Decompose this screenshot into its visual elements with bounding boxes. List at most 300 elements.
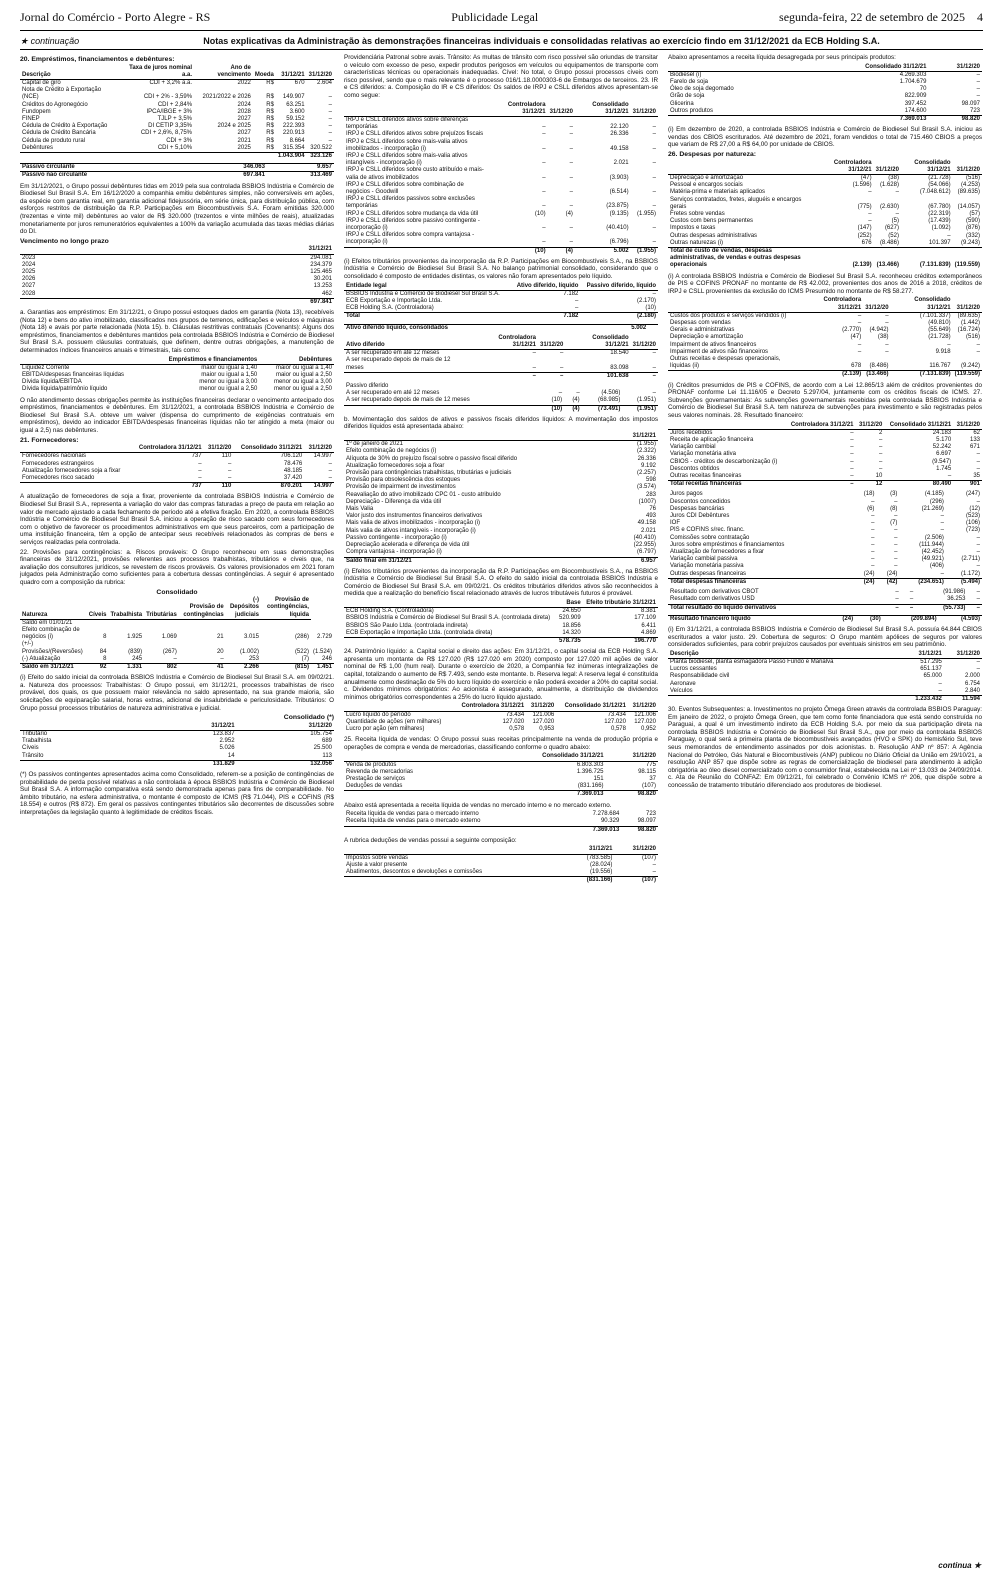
table-row	[668, 356, 982, 371]
table-cell	[541, 383, 564, 390]
table-row	[20, 172, 334, 180]
table-cell: 4.269.303	[899, 71, 927, 78]
paragraph-deductions: A rubrica deduções de vendas possui a seguinte composição:	[344, 836, 517, 844]
table-cell: 8	[103, 655, 107, 662]
table-cell: –	[976, 465, 980, 472]
column-header: 31/12/20	[928, 64, 982, 72]
table-cell: –	[871, 498, 875, 505]
table-cell: 121.006	[532, 711, 555, 718]
table-cell: 2027	[237, 116, 251, 123]
column-header: (-) Depósitos judiciais	[226, 597, 261, 619]
table-cell: R$	[266, 130, 274, 137]
table-cell: (6)	[867, 505, 875, 512]
table-row	[20, 283, 334, 290]
table-cell: –	[868, 218, 872, 225]
table-cell: 20	[216, 648, 224, 655]
table-cell: –	[652, 290, 656, 297]
table-cell: Capital de giro	[22, 80, 61, 86]
table-cell: (4)	[572, 397, 580, 404]
paragraph-possible-losses: (*) Os passivos contingentes apresentados acima como Consolidado, referem-se a posição de contingências de probabilidade de perda possível relativas a não controlada à época BSBIOS Indústria e Comércio de Biodiesel Sul Brasil S.A. A informação comparativa está sendo demonstrada apenas para fins de comparabilidade. No âmbito tributário, na esfera administrativa, o montante é composto de ICMS (R$ 71.044), PIS e COFINS (R$ 18.554) e outros (R$ 872). Em geral os passivos contingentes tributários são decorrentes de discussões sobre interpretações da legislação quanto à legitimidade de créditos fiscais.	[20, 770, 334, 816]
table-cell: Receita de aplicação financeira	[670, 437, 754, 444]
paragraph-guarantees: a. Garantias aos empréstimos: Em 31/12/21, o Grupo possui estoques dados em garantia (Nota 13), recebíveis (Nota 12) e bens do ativo imobilizado, classificados nos grupos de terrenos, edificações e veículos e máquinas (Nota 18) e avais por parte relacionada (Nota 15). b. Cláusulas restritivas contratuais (Covenants): Alguns dos empréstimos, financiamentos e debêntures mantidos pela controlada BSBIOS Indústria e Comércio de Biodiesel Sul Brasil S.A. possuem cláusulas contratuais, que definem, dentre outras obrigações, a manutenção de determinados índices financeiros anuais e trimestrais, tais como:	[20, 309, 334, 354]
table-row	[20, 364, 334, 372]
table-cell: 18.856	[562, 622, 581, 629]
paragraph-revenue-markets: Abaixo está apresentada a receita líquida de vendas no mercado interno e no mercado externo.	[344, 801, 612, 809]
table-cell: Liquidez Corrente	[22, 364, 70, 371]
table-cell	[194, 153, 253, 161]
table-cell: –	[947, 473, 952, 480]
table-row	[668, 527, 982, 534]
table-row	[20, 453, 334, 461]
table-row	[344, 372, 658, 380]
table-cell: 8	[103, 634, 107, 641]
table-cell: R$	[266, 116, 274, 123]
table-cell: (24)	[863, 570, 875, 577]
column-header	[20, 445, 131, 453]
table-row	[20, 109, 334, 116]
table-cell: –	[871, 527, 875, 534]
table-cell: –	[328, 116, 332, 123]
table-cell: Farelo de soja	[670, 79, 709, 85]
table-cell: FINEP	[22, 116, 40, 123]
table-cell: 870.201	[233, 483, 304, 491]
column-header: Ativo diferido	[344, 335, 471, 350]
table-cell: A ser recuperado em até 12 meses	[346, 350, 440, 357]
data-table	[668, 491, 982, 586]
table-cell: (1.596)	[852, 182, 872, 189]
table-cell: –	[894, 556, 898, 563]
table-cell: 313.469	[267, 172, 334, 180]
table-cell: 6.803.303	[576, 761, 604, 768]
table-row	[344, 846, 658, 854]
table-cell: (55.733)	[915, 604, 967, 612]
column-header	[20, 723, 139, 731]
table-cell: Aeronave	[670, 680, 696, 687]
column-header: Ano de vencimento	[194, 65, 253, 80]
column-header: 31/12/20	[526, 703, 556, 711]
table-cell: –	[575, 305, 579, 312]
table-row	[20, 254, 334, 262]
table-cell: 697.841	[200, 172, 267, 180]
table-cell: Mais valia de ativos imobilizados - incorporação (i)	[346, 520, 481, 527]
table-financial-expenses	[668, 491, 982, 586]
table-cell: (9.242)	[960, 363, 980, 370]
table-cell: –	[878, 451, 883, 458]
table-row	[20, 445, 334, 453]
table-cell: –	[895, 596, 899, 603]
table-cell: Veículos	[670, 687, 693, 694]
table-cell: (16.724)	[957, 327, 980, 334]
paragraph-suppliers: A atualização de fornecedores de soja a fixar, proveniente da controlada BSBIOS Indústria e Comércio de Biodiesel Sul Brasil S.A., representa a variação do valor das compras faturadas a preço de pauta em relação ao valor de mercado ajustado a cada fechamento de período até a efetiva fixação. Em 2020, a controlada BSBIOS Indústria e Comércio de Biodiesel Sul Brasil S.A. iniciou a operação de risco sacado com seus fornecedores com o objetivo de favorecer os procedimentos administrativos em que seus parceiros, com a participação de uma instituição financeira, têm a opção de antecipar seus recebíveis relacionados às compras de bens e serviços realizadas pela controlada.	[20, 493, 334, 546]
table-cell: (783.585)	[586, 854, 613, 861]
table-cell: (1.172)	[960, 570, 980, 577]
column-header: 31/12/21	[276, 65, 307, 80]
table-row	[344, 753, 658, 761]
table-cell: 133	[969, 437, 980, 444]
table-row	[344, 167, 658, 181]
table-cell: IRPJ e CSLL diferidos sobre compra vantajosa - incorporação (i)	[346, 232, 475, 246]
table-cell: –	[652, 350, 656, 357]
table-cell: –	[850, 444, 854, 451]
table-row	[20, 468, 334, 475]
paragraph-insurance: (i) Em 31/12/21, a controlada BSBIOS Indústria e Comércio de Biodiesel Sul Brasil S.A. possuía 64.844 CBIOS escriturados a valor justo. 29. Cobertura de seguros: O Grupo mantém apólices de seguros por valores considerados suficientes, para cobrir prejuízos causados por eventuais sinistros em seu patrimônio.	[668, 625, 982, 649]
table-cell: 62	[973, 429, 980, 436]
notes-banner	[20, 33, 983, 50]
table-cell: –	[542, 225, 546, 232]
table-cell	[261, 619, 311, 627]
table-cell: 123.837	[212, 730, 235, 737]
table-cell: Serviços contratados, fretes, aluguéis e encargos gerais	[670, 196, 802, 210]
table-cell: 63.251	[286, 101, 305, 108]
table-cell: Cédula de Crédito Bancária	[22, 130, 96, 137]
table-cell: 2028	[237, 108, 251, 115]
table-cell: (516)	[965, 334, 980, 341]
table-row	[668, 225, 982, 232]
paragraph-movement: b. Movimentação dos saldos de ativos e passivos fiscais diferidos líquidos: A movimentação dos impostos diferidos líquidos está apresentada abaixo:	[344, 415, 658, 431]
table-row	[344, 448, 658, 455]
table-cell: (18)	[863, 491, 875, 498]
column-header: 31/12/20	[944, 651, 982, 659]
table-cell: –	[173, 655, 177, 662]
table-row	[344, 608, 658, 616]
column-header: Debêntures	[259, 357, 334, 365]
table-cell: –	[652, 203, 656, 210]
table-cell: (252)	[857, 232, 872, 239]
table-cell: –	[871, 563, 875, 570]
table-cell: –	[885, 348, 889, 355]
table-cell: –	[328, 137, 332, 144]
table-row	[668, 615, 982, 623]
table-cell: (91.986)	[943, 589, 966, 596]
table-cell: 2028	[22, 290, 36, 297]
table-cell: –	[885, 341, 889, 348]
table-cell: –	[850, 451, 854, 458]
table-cell: –	[976, 93, 980, 100]
column-header: Descrição	[668, 651, 901, 659]
table-cell: ECB Exportação e Importação Ltda. (controlada direta)	[346, 629, 493, 636]
column-header	[20, 357, 148, 365]
column-header: 31/12/20	[874, 160, 901, 175]
table-cell: (3)	[890, 491, 898, 498]
column-header: 31/12/20	[538, 335, 565, 350]
table-cell: IRPJ e CSLL diferidos sobre passivo contingente - incorporação (i)	[346, 217, 480, 232]
table-row	[20, 461, 334, 468]
table-row	[668, 211, 982, 218]
table-cell: (119.559)	[953, 371, 982, 379]
publication-date: segunda-feira, 22 de setembro de 2025	[779, 9, 965, 24]
table-cell: 671	[969, 444, 980, 451]
table-row	[668, 429, 982, 437]
table-cell: 90.329	[600, 818, 620, 825]
table-cell: Lucro líquido do período	[346, 711, 411, 718]
table-cell: (49.921)	[921, 556, 944, 563]
table-cell: A ser recuperado depois de mais de 12 meses	[346, 397, 470, 404]
table-cell: R$	[266, 101, 274, 108]
table-row	[344, 247, 658, 255]
table-row	[668, 673, 982, 680]
data-table	[20, 445, 334, 490]
table-cell: (8.486)	[869, 363, 889, 370]
table-cell: Fornecedores nacionais	[22, 453, 87, 460]
table-row	[20, 483, 334, 491]
table-cell: 5.002	[575, 247, 631, 255]
table-cell: (24)	[827, 615, 855, 623]
table-row	[668, 101, 982, 108]
table-cell: 14.997	[304, 483, 334, 491]
table-cell: –	[227, 474, 232, 481]
table-cell: IRPJ e CSLL diferidos sobre mais-valia ativos imobilizados - incorporação (i)	[346, 138, 468, 152]
table-row	[344, 218, 658, 232]
table-cell: 127.020	[502, 718, 525, 725]
table-cell: IRPJ e CSLL diferidos sobre custo atribuído e mais-valia de ativos imobilizados	[346, 167, 484, 181]
notes-title: Notas explicativas da Administração às demonstrações financeiras individuais e consolidadas relativas ao exercício findo em 31/12/2021 da ECB Holding S.A.	[203, 36, 880, 46]
table-cell: 127.020	[532, 718, 555, 725]
table-cell: –	[542, 189, 546, 195]
table-cell: –	[328, 130, 332, 137]
column-header	[344, 433, 616, 441]
table-cell: IPCA/IBGE + 3%	[146, 108, 193, 115]
table-cell: –	[940, 520, 944, 527]
table-cell: 12	[856, 481, 885, 489]
table-row	[668, 459, 982, 466]
table-row	[344, 769, 658, 776]
data-table	[344, 600, 658, 645]
table-cell: (10)	[645, 305, 656, 312]
table-cell: 822.909	[904, 93, 927, 100]
table-row	[668, 108, 982, 116]
table-cell: 7.369.013	[480, 791, 605, 799]
table-cell: (590)	[965, 218, 980, 225]
table-cell: (24)	[886, 570, 898, 577]
table-cell: Provisão de impairment de investimentos	[346, 484, 456, 491]
table-cell: –	[328, 94, 332, 101]
table-row	[344, 357, 658, 372]
table-cell: CBIOS - créditos de descarbonização (i)	[670, 458, 778, 465]
table-cell: (21.728)	[928, 175, 951, 181]
table-cell: –	[542, 174, 546, 181]
table-deferred-liabilities	[344, 383, 658, 413]
table-row	[668, 549, 982, 556]
table-cell: –	[976, 666, 980, 673]
table-cell: IRPJ e CSLL diferidos ativos sobre diferenças temporárias	[346, 116, 469, 131]
table-cell: (3.903)	[609, 174, 629, 181]
table-row	[668, 688, 982, 696]
table-row	[344, 630, 658, 638]
table-cell: R$	[266, 94, 274, 101]
table-cell: Fretes sobre vendas	[670, 211, 725, 218]
table-cell: (6.514)	[609, 189, 629, 195]
table-cell: (40.410)	[606, 225, 629, 232]
table-cell: (54.066)	[928, 182, 951, 189]
table-cell: Saldo final em 31/12/21	[344, 557, 616, 565]
column-header: 31/12/20	[953, 297, 982, 312]
table-cell: 676	[861, 239, 872, 246]
table-cell: Variação cambial passiva	[670, 556, 738, 563]
table-cell: 234.379	[310, 261, 332, 268]
table-cell: 689	[321, 738, 332, 745]
table-row	[668, 513, 982, 520]
table-cell: –	[940, 513, 944, 520]
table-cell: (13.466)	[874, 248, 901, 270]
table-row	[668, 240, 982, 248]
table-cell: Cédula de produto rural	[22, 137, 86, 144]
table-cell: 1º de janeiro de 2021	[346, 441, 403, 448]
table-row	[668, 542, 982, 549]
table-row	[344, 324, 658, 332]
table-row	[20, 153, 334, 161]
table-cell: (10)	[551, 397, 563, 404]
table-cell: 9.192	[640, 462, 656, 469]
table-cell: 52.242	[932, 444, 952, 451]
table-cell: Total	[344, 313, 511, 321]
table-cell: Total despesas financeiras	[668, 578, 853, 586]
table-cell: 49.158	[610, 145, 629, 152]
table-cell: –	[652, 174, 656, 181]
table-cell: 6.754	[964, 680, 980, 687]
table-cell: 493	[645, 513, 656, 520]
table-row	[344, 383, 658, 390]
table-row	[344, 153, 658, 167]
table-cell	[668, 371, 800, 379]
column-header: Provisão de contingências	[179, 597, 226, 619]
table-cell	[226, 619, 261, 627]
data-table	[668, 297, 982, 378]
table-row	[20, 386, 334, 393]
table-row	[344, 791, 658, 799]
table-cell: CDI + 2,84%	[157, 101, 193, 108]
table-cell: Dívida líquida/patrimônio líquido	[22, 386, 108, 393]
table-cell: –	[894, 549, 898, 556]
table-cell: (22.955)	[633, 542, 656, 549]
table-cell: 196.770	[583, 638, 658, 646]
table-cell: (107)	[641, 783, 656, 790]
table-cell: 24.183	[932, 429, 952, 436]
column-header	[20, 246, 142, 254]
table-net-financial	[668, 615, 982, 623]
column-header: 31/12/20	[863, 297, 890, 312]
column-header: Taxa de juros nominal a.a.	[117, 65, 194, 80]
table-row	[344, 484, 658, 491]
columns	[20, 54, 983, 887]
table-cell: –	[569, 145, 573, 152]
table-cell: –	[328, 467, 332, 474]
table-cell: (4.253)	[960, 182, 980, 189]
table-cell: menor ou igual a 2,50	[273, 386, 332, 393]
column-header: Controladora 31/12/21	[785, 422, 855, 430]
column-header: Moeda	[253, 65, 276, 80]
table-cell: –	[868, 211, 872, 218]
table-row	[668, 233, 982, 240]
table-cell: Ativo diferido líquido, consolidados	[344, 324, 602, 332]
table-row	[344, 615, 658, 622]
column-header: 31/12/20	[614, 846, 658, 854]
table-row	[668, 86, 982, 93]
table-cell: Debêntures	[22, 144, 54, 151]
table-cell: 36.253	[947, 596, 966, 603]
table-row	[20, 291, 334, 299]
table-cell: IOF	[670, 520, 680, 527]
table-cell: 24.650	[562, 608, 581, 615]
table-row	[344, 783, 658, 791]
table-cell: (21.269)	[921, 505, 944, 512]
table-row	[20, 641, 334, 655]
table-cell: –	[538, 372, 565, 380]
table-cell: Fornecedores risco sacado	[22, 474, 95, 481]
table-row	[20, 730, 334, 738]
table-cell: 26.336	[610, 131, 629, 138]
column-header: Consolidado 31/12/21	[801, 64, 929, 72]
table-row	[344, 826, 658, 834]
column-header: Controladora 31/12/21	[800, 297, 863, 312]
table-cell: (516)	[965, 175, 980, 181]
table-row	[668, 604, 982, 612]
table-cell	[564, 383, 582, 390]
table-cell: 14.997	[313, 453, 332, 460]
table-cell: –	[976, 563, 980, 570]
table-cell: 174.600	[904, 107, 927, 114]
table-cell: –	[976, 498, 980, 505]
maturity-heading: Vencimento no longo prazo	[20, 237, 109, 245]
table-cell: Créditos do Agronegócio	[22, 101, 88, 108]
table-row	[20, 723, 334, 731]
table-cell: (522)	[294, 648, 309, 655]
table-cell: (+/-) Provisões/(Reversões)	[22, 641, 83, 655]
table-cell: –	[542, 145, 546, 152]
table-cell: –	[652, 861, 656, 868]
table-cell: –	[652, 869, 656, 876]
table-cell: –	[894, 541, 898, 548]
table-row	[344, 726, 658, 733]
table-cell: 5.002	[602, 324, 648, 332]
table-cell: Passivo não circulante	[20, 172, 200, 180]
table-cell: 73.434	[607, 711, 626, 718]
table-row	[668, 320, 982, 327]
table-cell: –	[652, 124, 656, 131]
table-row	[20, 357, 334, 365]
table-cell: (14.057)	[957, 203, 980, 210]
table-row	[668, 666, 982, 673]
table-cell: 2.021	[640, 527, 656, 534]
table-cell: Reavaliação do ativo imobilizado CPC 01 - custo atribuído	[346, 491, 501, 498]
table-cell: (1.442)	[960, 320, 980, 327]
table-cell: 1.451	[311, 663, 334, 671]
column-header: Consolidado 31/12/21	[556, 703, 628, 711]
paragraph-expenses: (i) A controlada BSBIOS Indústria e Comércio de Biodiesel Sul Brasil S.A. reconheceu créditos extemporâneos de PIS e COFINS PRONAF no montante de R$ 42.002, provenientes dos anos de 2016 a 2018, créditos de IRPJ e CSLL provenientes da exclusão do ICMS Presumido no montante de R$ 58.277.	[668, 272, 982, 295]
table-cell: –	[328, 123, 332, 130]
table-cell: A ser recuperado depois de mais de 12 meses	[346, 357, 451, 371]
table-cell: –	[857, 320, 862, 327]
table-cell: 7.182	[563, 290, 579, 297]
table-row	[20, 102, 334, 109]
table-row	[20, 760, 334, 768]
table-cell: (286)	[294, 634, 309, 641]
table-cell: –	[569, 160, 573, 167]
table-row	[344, 102, 658, 117]
table-cell: 678	[851, 363, 862, 370]
table-cell: –	[976, 348, 980, 355]
data-table	[20, 163, 334, 179]
table-cell: 1.331	[108, 663, 144, 671]
column-header: 31/12/21	[567, 846, 614, 854]
column-header: Controladora 31/12/21	[821, 160, 874, 175]
table-cell: Atualização fornecedores soja a fixar	[22, 467, 121, 474]
table-cell: –	[885, 312, 889, 319]
table-insurance	[668, 651, 982, 703]
table-cell: CDI + 2% - 3,59%	[143, 94, 193, 101]
table-row	[344, 131, 658, 138]
table-cell: 2022	[237, 80, 251, 86]
table-cell: –	[652, 364, 656, 371]
